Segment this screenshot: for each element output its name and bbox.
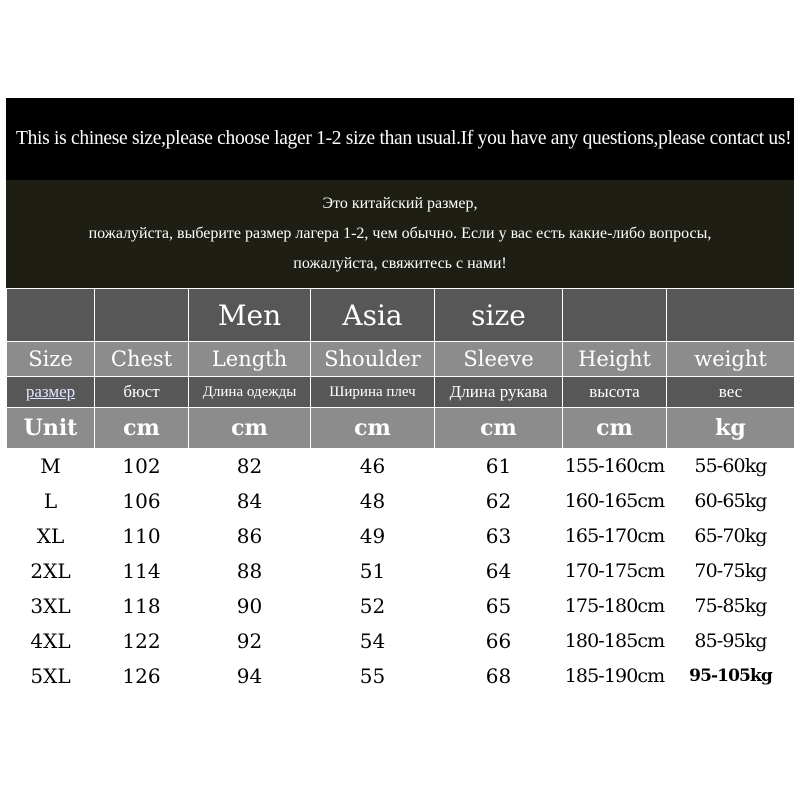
title-asia: Asia — [311, 289, 435, 342]
cell-weight: 70-75kg — [667, 554, 795, 589]
cell-size: L — [7, 484, 95, 519]
table-title-row — [7, 289, 795, 342]
cell-height: 180-185cm — [563, 624, 667, 659]
table-row — [7, 624, 795, 659]
cell-chest: 102 — [95, 449, 189, 484]
cell-shoulder: 48 — [311, 484, 435, 519]
cell-sleeve: 65 — [435, 589, 563, 624]
table-header-row — [7, 342, 795, 377]
cell-shoulder: 52 — [311, 589, 435, 624]
unit-length: cm — [189, 408, 311, 449]
unit-shoulder: cm — [311, 408, 435, 449]
cell-chest: 114 — [95, 554, 189, 589]
cell-height: 185-190cm — [563, 659, 667, 694]
cell-sleeve: 63 — [435, 519, 563, 554]
notice-english: This is chinese size,please choose lager 1-2 size than usual.If you have any questions,please contact us! — [6, 98, 794, 180]
cell-sleeve: 61 — [435, 449, 563, 484]
header-ru-height: высота — [563, 377, 667, 408]
table-unit-row — [7, 408, 795, 449]
header-ru-sleeve: Длина рукава — [435, 377, 563, 408]
unit-weight: kg — [667, 408, 795, 449]
header-chest: Chest — [95, 342, 189, 377]
table-row — [7, 659, 795, 694]
cell-chest: 122 — [95, 624, 189, 659]
size-chart-table — [6, 288, 795, 694]
cell-chest: 118 — [95, 589, 189, 624]
header-weight: weight — [667, 342, 795, 377]
header-size: Size — [7, 342, 95, 377]
cell-height: 175-180cm — [563, 589, 667, 624]
cell-size: 2XL — [7, 554, 95, 589]
table-row — [7, 449, 795, 484]
title-cell-empty — [7, 289, 95, 342]
cell-length: 82 — [189, 449, 311, 484]
header-height: Height — [563, 342, 667, 377]
header-ru-length: Длина одежды — [189, 377, 311, 408]
title-cell-empty — [95, 289, 189, 342]
cell-length: 88 — [189, 554, 311, 589]
cell-size: M — [7, 449, 95, 484]
cell-shoulder: 55 — [311, 659, 435, 694]
header-length: Length — [189, 342, 311, 377]
cell-weight: 60-65kg — [667, 484, 795, 519]
header-sleeve: Sleeve — [435, 342, 563, 377]
cell-shoulder: 51 — [311, 554, 435, 589]
header-ru-chest: бюст — [95, 377, 189, 408]
cell-weight: 55-60kg — [667, 449, 795, 484]
cell-weight: 85-95kg — [667, 624, 795, 659]
cell-chest: 106 — [95, 484, 189, 519]
cell-length: 94 — [189, 659, 311, 694]
table-row — [7, 554, 795, 589]
header-ru-size: размер — [7, 377, 95, 408]
title-cell-empty — [667, 289, 795, 342]
cell-size: 3XL — [7, 589, 95, 624]
cell-shoulder: 49 — [311, 519, 435, 554]
unit-label: Unit — [7, 408, 95, 449]
unit-chest: cm — [95, 408, 189, 449]
unit-sleeve: cm — [435, 408, 563, 449]
cell-size: 4XL — [7, 624, 95, 659]
cell-sleeve: 64 — [435, 554, 563, 589]
title-size: size — [435, 289, 563, 342]
cell-length: 92 — [189, 624, 311, 659]
cell-weight: 95-105kg — [667, 659, 795, 694]
cell-height: 170-175cm — [563, 554, 667, 589]
table-row — [7, 589, 795, 624]
header-ru-weight: вес — [667, 377, 795, 408]
cell-sleeve: 68 — [435, 659, 563, 694]
title-cell-empty — [563, 289, 667, 342]
cell-length: 84 — [189, 484, 311, 519]
table-header-ru-row — [7, 377, 795, 408]
cell-chest: 110 — [95, 519, 189, 554]
notice-russian-line: пожалуйста, выберите размер лагера 1-2, чем обычно. Если у вас есть какие-либо вопросы, — [88, 225, 712, 242]
cell-shoulder: 46 — [311, 449, 435, 484]
cell-size: XL — [7, 519, 95, 554]
cell-shoulder: 54 — [311, 624, 435, 659]
notice-russian — [6, 180, 794, 288]
notice-russian-line: Это китайский размер, — [322, 195, 478, 212]
cell-sleeve: 62 — [435, 484, 563, 519]
table-row — [7, 519, 795, 554]
cell-chest: 126 — [95, 659, 189, 694]
notice-russian-line: пожалуйста, свяжитесь с нами! — [293, 255, 507, 272]
cell-height: 160-165cm — [563, 484, 667, 519]
unit-height: cm — [563, 408, 667, 449]
cell-weight: 65-70kg — [667, 519, 795, 554]
cell-size: 5XL — [7, 659, 95, 694]
header-shoulder: Shoulder — [311, 342, 435, 377]
cell-length: 90 — [189, 589, 311, 624]
cell-height: 155-160cm — [563, 449, 667, 484]
table-row — [7, 484, 795, 519]
cell-length: 86 — [189, 519, 311, 554]
header-ru-shoulder: Ширина плеч — [311, 377, 435, 408]
title-men: Men — [189, 289, 311, 342]
cell-height: 165-170cm — [563, 519, 667, 554]
cell-sleeve: 66 — [435, 624, 563, 659]
cell-weight: 75-85kg — [667, 589, 795, 624]
